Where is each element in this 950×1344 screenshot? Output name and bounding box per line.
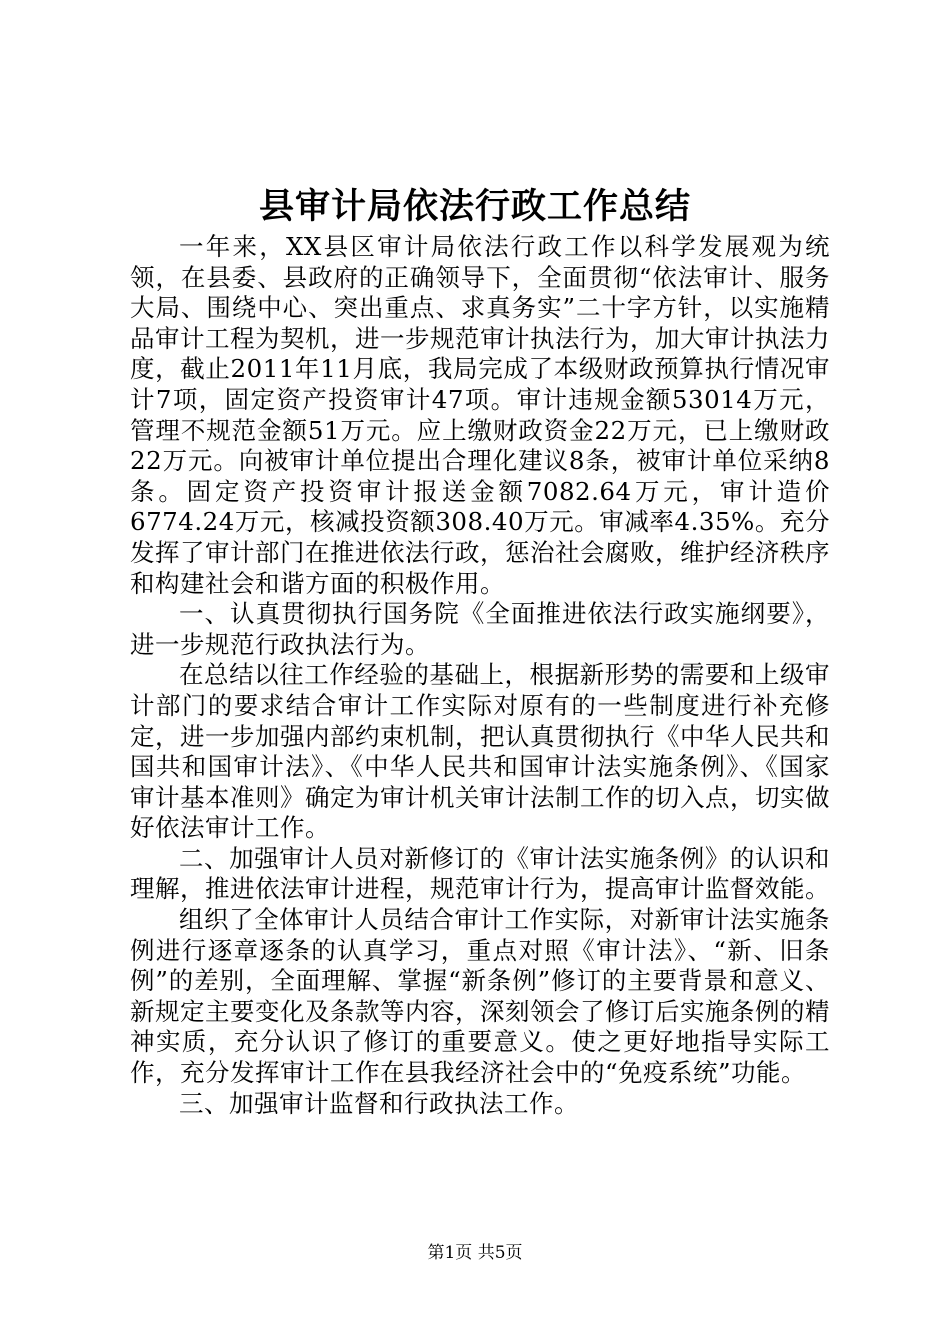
paragraph-section-2: 组织了全体审计人员结合审计工作实际，对新审计法实施条例进行逐章逐条的认真学习，重点对照《审计法》、“新、旧条例”的差别，全面理解、掌握“新条例”修订的主要背景和意义、新规定主要变化及条款等内容，深刻领会了修订后实施条例的精神实质，充分认识了修订的重要意义。使之更好地指导实际工作，充分发挥审计工作在县我经济社会中的“免疫系统”功能。 xyxy=(130,905,830,1088)
document-title: 县审计局依法行政工作总结 xyxy=(258,186,691,227)
page-number-footer: 第1页 共5页 xyxy=(427,1243,523,1263)
paragraph-intro: 一年来，XX县区审计局依法行政工作以科学发展观为统领，在县委、县政府的正确领导下，全面贯彻“依法审计、服务大局、围绕中心、突出重点、求真务实”二十字方针，以实施精品审计工程为契机，进一步规范审计执法行为，加大审计执法力度，截止2011年11月底，我局完成了本级财政预算执行情况审计7项，固定资产投资审计47项。审计违规金额53014万元，管理不规范金额51万元。应上缴财政资金22万元，已上缴财政22万元。向被审计单位提出合理化建议8条，被审计单位采纳8条。固定资产投资审计报送金额7082.64万元，审计造价6774.24万元，核减投资额308.40万元。审减率4.35%。充分发挥了审计部门在推进依法行政，惩治社会腐败，维护经济秩序和构建社会和谐方面的积极作用。 xyxy=(130,232,830,598)
paragraph-section-1: 在总结以往工作经验的基础上，根据新形势的需要和上级审计部门的要求结合审计工作实际对原有的一些制度进行补充修定，进一步加强内部约束机制，把认真贯彻执行《中华人民共和国共和国审计法》、《中华人民共和国审计法实施条例》、《国家审计基本准则》确定为审计机关审计法制工作的切入点，切实做好依法审计工作。 xyxy=(130,660,830,843)
section-heading-1: 一、认真贯彻执行国务院《全面推进依法行政实施纲要》，进一步规范行政执法行为。 xyxy=(130,599,830,659)
document-body xyxy=(130,232,830,1119)
section-heading-3: 三、加强审计监督和行政执法工作。 xyxy=(179,1088,579,1118)
section-heading-2: 二、加强审计人员对新修订的《审计法实施条例》的认识和理解，推进依法审计进程，规范审计行为，提高审计监督效能。 xyxy=(130,843,830,904)
